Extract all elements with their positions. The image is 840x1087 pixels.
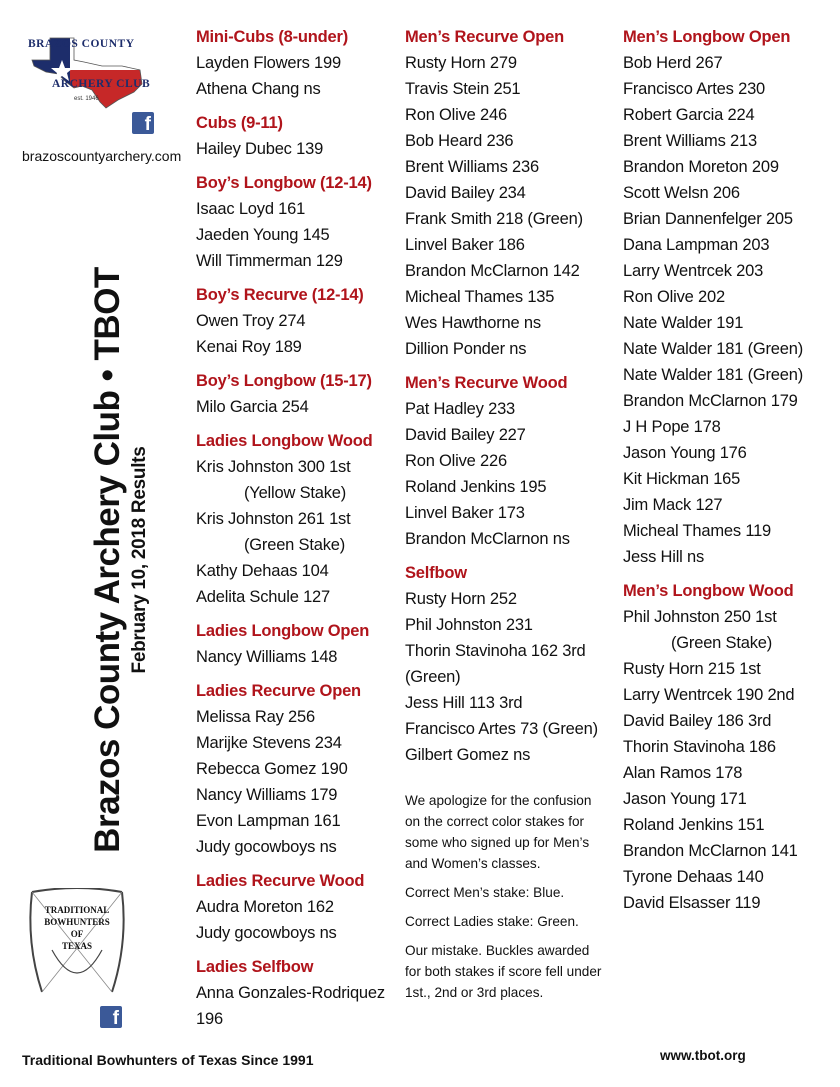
result-entry: Pat Hadley 233 bbox=[405, 400, 516, 418]
tbot-logo-line2: BOWHUNTERS bbox=[44, 917, 110, 927]
result-entry: Ron Olive 226 bbox=[405, 452, 507, 470]
result-entry: David Bailey 234 bbox=[405, 184, 526, 202]
result-entry: Nancy Williams 179 bbox=[196, 786, 338, 804]
result-entry: (Green) bbox=[405, 668, 461, 686]
result-entry: Jason Young 171 bbox=[623, 790, 747, 808]
results-section bbox=[196, 428, 391, 610]
result-entry: Scott Welsn 206 bbox=[623, 184, 740, 202]
result-entry: Brandon Moreton 209 bbox=[623, 158, 779, 176]
result-entry: Phil Johnston 231 bbox=[405, 616, 533, 634]
tbot-logo bbox=[22, 888, 132, 998]
result-entry: Adelita Schule 127 bbox=[196, 588, 330, 606]
result-entry: Jaeden Young 145 bbox=[196, 226, 330, 244]
section-heading: Boy’s Longbow (12-14) bbox=[196, 174, 372, 192]
result-entry: Tyrone Dehaas 140 bbox=[623, 868, 764, 886]
club-logo bbox=[22, 30, 162, 110]
results-section bbox=[405, 24, 610, 362]
result-entry: Dana Lampman 203 bbox=[623, 236, 770, 254]
results-section bbox=[196, 110, 391, 162]
results-section bbox=[623, 578, 833, 916]
results-column-2 bbox=[405, 24, 610, 1011]
result-entry: Thorin Stavinoha 162 3rd bbox=[405, 642, 586, 660]
result-entry: Jess Hill ns bbox=[623, 548, 705, 566]
section-heading: Cubs (9-11) bbox=[196, 114, 283, 132]
results-section bbox=[196, 368, 391, 420]
result-entry: Bob Herd 267 bbox=[623, 54, 723, 72]
result-entry: Brandon McClarnon 141 bbox=[623, 842, 798, 860]
result-entry: Travis Stein 251 bbox=[405, 80, 521, 98]
result-entry: David Bailey 186 3rd bbox=[623, 712, 772, 730]
result-entry: Audra Moreton 162 bbox=[196, 898, 334, 916]
tbot-logo-line1: TRADITIONAL bbox=[44, 905, 110, 915]
result-entry: Evon Lampman 161 bbox=[196, 812, 341, 830]
result-entry: Nancy Williams 148 bbox=[196, 648, 338, 666]
result-entry: Jason Young 176 bbox=[623, 444, 747, 462]
result-entry: Ron Olive 246 bbox=[405, 106, 507, 124]
results-column-3 bbox=[623, 24, 833, 924]
result-entry: Kit Hickman 165 bbox=[623, 470, 741, 488]
results-section bbox=[196, 618, 391, 670]
result-entry: David Elsasser 119 bbox=[623, 894, 761, 912]
section-heading: Selfbow bbox=[405, 564, 467, 582]
result-entry: Brian Dannenfelger 205 bbox=[623, 210, 793, 228]
result-entry: Rusty Horn 252 bbox=[405, 590, 517, 608]
club-logo-line2: ARCHERY CLUB bbox=[52, 78, 151, 90]
result-entry: Kathy Dehaas 104 bbox=[196, 562, 329, 580]
results-section bbox=[623, 24, 833, 570]
result-entry: Kris Johnston 300 1st bbox=[196, 458, 351, 476]
result-entry: Brent Williams 236 bbox=[405, 158, 539, 176]
section-heading: Men’s Longbow Wood bbox=[623, 582, 794, 600]
apology-notes bbox=[405, 790, 605, 1003]
footer-tagline: Traditional Bowhunters of Texas Since 1991 bbox=[22, 1052, 314, 1068]
result-entry: Jim Mack 127 bbox=[623, 496, 723, 514]
result-entry: Brent Williams 213 bbox=[623, 132, 757, 150]
note-paragraph: We apologize for the confusion on the correct color stakes for some who signed up for Men’s and Women’s classes. bbox=[405, 793, 592, 871]
result-entry: Ron Olive 202 bbox=[623, 288, 725, 306]
result-entry: (Green Stake) bbox=[244, 536, 346, 554]
result-entry: Brandon McClarnon ns bbox=[405, 530, 570, 548]
result-entry: Brandon McClarnon 142 bbox=[405, 262, 580, 280]
result-entry: Nate Walder 181 (Green) bbox=[623, 366, 804, 384]
note-paragraph: Correct Ladies stake: Green. bbox=[405, 914, 579, 929]
section-heading: Ladies Selfbow bbox=[196, 958, 314, 976]
result-entry: Judy gocowboys ns bbox=[196, 838, 337, 856]
result-entry: Judy gocowboys ns bbox=[196, 924, 337, 942]
result-entry: Milo Garcia 254 bbox=[196, 398, 309, 416]
result-entry: David Bailey 227 bbox=[405, 426, 526, 444]
result-entry: Francisco Artes 230 bbox=[623, 80, 766, 98]
result-entry: Melissa Ray 256 bbox=[196, 708, 315, 726]
section-heading: Ladies Recurve Wood bbox=[196, 872, 365, 890]
result-entry: Dillion Ponder ns bbox=[405, 340, 527, 358]
result-entry: Anna Gonzales-Rodriquez bbox=[196, 984, 385, 1002]
result-entry: Roland Jenkins 151 bbox=[623, 816, 765, 834]
section-heading: Men’s Recurve Wood bbox=[405, 374, 568, 392]
result-entry: Gilbert Gomez ns bbox=[405, 746, 531, 764]
facebook-icon[interactable]: f bbox=[100, 1006, 122, 1028]
result-entry: Linvel Baker 173 bbox=[405, 504, 525, 522]
result-entry: Larry Wentrcek 203 bbox=[623, 262, 764, 280]
result-entry: Micheal Thames 135 bbox=[405, 288, 555, 306]
result-entry: Linvel Baker 186 bbox=[405, 236, 525, 254]
results-section bbox=[196, 678, 391, 860]
results-section bbox=[196, 868, 391, 946]
result-entry: Nate Walder 191 bbox=[623, 314, 744, 332]
result-entry: Nate Walder 181 (Green) bbox=[623, 340, 804, 358]
section-heading: Mini-Cubs (8-under) bbox=[196, 28, 349, 46]
section-heading: Boy’s Longbow (15-17) bbox=[196, 372, 372, 390]
result-entry: Athena Chang ns bbox=[196, 80, 321, 98]
result-entry: Alan Ramos 178 bbox=[623, 764, 743, 782]
result-entry: Kenai Roy 189 bbox=[196, 338, 302, 356]
footer-website-link[interactable]: www.tbot.org bbox=[660, 1048, 746, 1063]
result-entry: Marijke Stevens 234 bbox=[196, 734, 342, 752]
result-entry: J H Pope 178 bbox=[623, 418, 721, 436]
vertical-title-block bbox=[88, 267, 152, 853]
result-entry: (Green Stake) bbox=[671, 634, 773, 652]
result-entry: Francisco Artes 73 (Green) bbox=[405, 720, 598, 738]
tbot-logo-line3: OF bbox=[70, 929, 84, 939]
section-heading: Boy’s Recurve (12-14) bbox=[196, 286, 364, 304]
result-entry: Larry Wentrcek 190 2nd bbox=[623, 686, 795, 704]
result-entry: Thorin Stavinoha 186 bbox=[623, 738, 776, 756]
result-entry: Rebecca Gomez 190 bbox=[196, 760, 348, 778]
result-entry: Phil Johnston 250 1st bbox=[623, 608, 777, 626]
result-entry: Layden Flowers 199 bbox=[196, 54, 341, 72]
results-section bbox=[405, 560, 610, 768]
result-entry: Hailey Dubec 139 bbox=[196, 140, 324, 158]
facebook-icon[interactable]: f bbox=[132, 112, 154, 134]
section-heading: Ladies Recurve Open bbox=[196, 682, 361, 700]
results-column-1 bbox=[196, 24, 391, 1040]
results-section bbox=[405, 370, 610, 552]
section-heading: Men’s Longbow Open bbox=[623, 28, 791, 46]
result-entry: Bob Heard 236 bbox=[405, 132, 514, 150]
results-section bbox=[196, 954, 391, 1032]
note-paragraph: Correct Men’s stake: Blue. bbox=[405, 885, 565, 900]
result-entry: Robert Garcia 224 bbox=[623, 106, 755, 124]
section-heading: Ladies Longbow Wood bbox=[196, 432, 373, 450]
result-entry: Jess Hill 113 3rd bbox=[405, 694, 523, 712]
result-entry: Rusty Horn 279 bbox=[405, 54, 517, 72]
section-heading: Ladies Longbow Open bbox=[196, 622, 370, 640]
results-section bbox=[196, 170, 391, 274]
club-logo-est: est. 1946 bbox=[74, 96, 99, 102]
vertical-title: Brazos County Archery Club • TBOT bbox=[88, 267, 127, 853]
vertical-subtitle: February 10, 2018 Results bbox=[129, 446, 150, 674]
result-entry: Rusty Horn 215 1st bbox=[623, 660, 761, 678]
result-entry: 196 bbox=[196, 1010, 223, 1028]
section-heading: Men’s Recurve Open bbox=[405, 28, 565, 46]
result-entry: Roland Jenkins 195 bbox=[405, 478, 547, 496]
result-entry: Isaac Loyd 161 bbox=[196, 200, 306, 218]
result-entry: Brandon McClarnon 179 bbox=[623, 392, 798, 410]
result-entry: Owen Troy 274 bbox=[196, 312, 306, 330]
result-entry: Kris Johnston 261 1st bbox=[196, 510, 351, 528]
website-link[interactable]: brazoscountyarchery.com bbox=[22, 148, 182, 164]
result-entry: Micheal Thames 119 bbox=[623, 522, 772, 540]
result-entry: Frank Smith 218 (Green) bbox=[405, 210, 583, 228]
club-logo-line1: BRAZOS COUNTY bbox=[28, 38, 135, 50]
result-entry: (Yellow Stake) bbox=[244, 484, 347, 502]
note-paragraph: Our mistake. Buckles awarded for both stakes if score fell under 1st., 2nd or 3rd places. bbox=[405, 943, 602, 1000]
result-entry: Will Timmerman 129 bbox=[196, 252, 343, 270]
result-entry: Wes Hawthorne ns bbox=[405, 314, 541, 332]
tbot-logo-line4: TEXAS bbox=[61, 941, 92, 951]
results-section bbox=[196, 24, 391, 102]
results-section bbox=[196, 282, 391, 360]
